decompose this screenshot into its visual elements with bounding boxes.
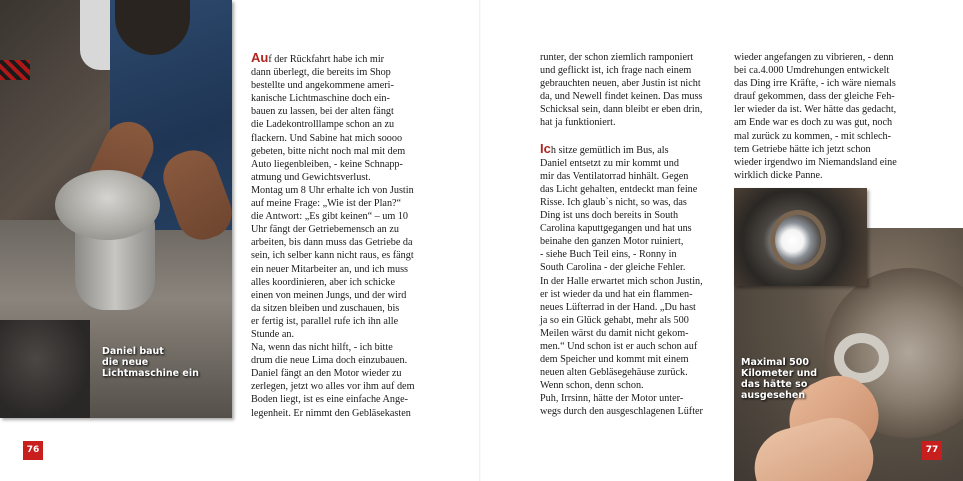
text-line: Daniel entsetzt zu mir kommt und — [540, 157, 679, 169]
text-line: Montag um 8 Uhr erhalte ich von Justin — [251, 184, 414, 196]
text-line: Puh, Irrsinn, hätte der Motor unter- — [540, 393, 684, 405]
text-line: Boden liegt, ist es eine einfache Ange- — [251, 394, 409, 406]
drop-cap: Au — [251, 50, 269, 65]
text-line: gebeten, bitte nicht noch mal mit dem — [251, 145, 406, 157]
text-line: die Antwort: „Es gibt keinen“ – um 10 — [251, 211, 409, 223]
photo-red-cable — [0, 60, 30, 80]
text-line: das Ding irre Kräfte, - ich wäre niemals — [734, 78, 896, 90]
text-line: am Ende war es doch zu was gut, noch — [734, 117, 893, 129]
text-line: Meilen wärst du damit nicht gekom- — [540, 327, 689, 339]
text-line: Risse. Ich glaub`s nicht, so was, das — [540, 196, 687, 208]
text-line: legenheit. Er nimmt den Gebläsekasten — [251, 407, 411, 419]
photo-caption-left — [102, 346, 212, 379]
photo-caption-right — [741, 357, 821, 401]
text-line: gebrauchten neuen, aber Justin ist nicht — [540, 78, 701, 90]
text-line: Stunde an. — [251, 328, 295, 340]
text-column-2 — [540, 51, 730, 419]
caption-line: Daniel baut — [102, 346, 164, 357]
photo-hole-ring — [770, 210, 826, 270]
light-hole-photo — [734, 188, 867, 286]
text-line: Auf der Rückfahrt habe ich mir — [251, 50, 385, 65]
text-line: flackern. Und Sabine hat mich soooo — [251, 132, 403, 144]
caption-line: Maximal 500 — [741, 357, 809, 368]
text-column-3 — [734, 51, 934, 182]
text-line: das Licht gehalten, entdeckt man feine — [540, 183, 698, 195]
text-line: sein, ich selber kann nicht raus, es fängt — [251, 250, 414, 262]
text-line: men.“ Und schon ist er auch schon auf — [540, 340, 698, 352]
text-line: tem Getriebe hätte ich jetzt schon — [734, 143, 871, 155]
page-number-left: 76 — [23, 441, 43, 460]
text-line: Schicksal sein, dann bleibt er eben drin, — [540, 104, 703, 116]
text-line: bestellte und angekommene ameri- — [251, 80, 394, 92]
text-line: einen von meinen Jungs, und der wird — [251, 289, 407, 301]
text-line: da, und Newell findet keinen. Das muss — [540, 91, 703, 103]
text-line: ler wieder da ist. Wer hätte das gedacht, — [734, 104, 897, 116]
text-line: er fertig ist, parallel rufe ich ihn alle — [251, 315, 399, 327]
text-line: arbeiten, bis dann muss das Getriebe da — [251, 237, 413, 249]
text-line: alles koordinieren, aber ich schicke — [251, 276, 395, 288]
paragraph-gap — [540, 130, 730, 142]
text-line: und geflickt ist, ich frage nach einem — [540, 65, 692, 77]
text-line: beinahe den ganzen Motor ruiniert, — [540, 236, 684, 248]
text-line: Carolina kaputtgegangen und hat uns — [540, 223, 692, 235]
text-line: wieder irgendwo im Niemandsland eine — [734, 156, 897, 168]
caption-line: Kilometer und — [741, 368, 818, 379]
text-line: auf meine Frage: „Wie ist der Plan?“ — [251, 198, 402, 210]
text-line: wieder angefangen zu vibrieren, - denn — [734, 52, 894, 63]
page-number-right: 77 — [922, 441, 942, 460]
text-line: Ding ist uns doch bereits in South — [540, 210, 679, 222]
text-line: dem Speicher und kommt mit einem — [540, 354, 689, 366]
text-line: Auto liegenbleiben, - keine Schnapp- — [251, 158, 403, 170]
text-line: er ist wieder da und hat ein flammen- — [540, 288, 693, 300]
text-line: dann überlegt, die bereits im Shop — [251, 67, 391, 79]
left-page — [0, 0, 481, 481]
text-line: In der Halle erwartet mich schon Justin, — [540, 275, 703, 287]
text-line: drauf gekommen, dass der gleiche Feh- — [734, 91, 895, 103]
text-line: South Carolina - der gleiche Fehler. — [540, 262, 686, 274]
text-line: Daniel fängt an den Motor wieder zu — [251, 368, 402, 380]
text-column-1 — [251, 51, 451, 420]
text-line: drum die neue Lima doch einzubauen. — [251, 355, 408, 367]
photo-engine-part — [0, 320, 90, 418]
text-line: runter, der schon ziemlich ramponiert — [540, 52, 694, 63]
text-line: wegs durch den ausgeschlagenen Lüfter — [540, 406, 703, 418]
text-line: die Ladekontrolllampe schon an zu — [251, 119, 395, 131]
text-line: mir das Ventilatorrad hinhält. Gegen — [540, 170, 689, 182]
caption-line: die neue — [102, 357, 149, 368]
text-line: neues Lüfterrad in der Hand. „Du hast — [540, 301, 696, 313]
caption-line: das hätte so — [741, 379, 808, 390]
text-line: Uhr fängt der Getriebemensch an zu — [251, 224, 399, 236]
text-line: wirklich dicke Panne. — [734, 169, 823, 181]
text-line: mal zurück zu kommen, - mit schlech- — [734, 130, 892, 142]
text-line: neuen alten Gebläsegehäuse zurück. — [540, 367, 688, 379]
text-line: Na, wenn das nicht hilft, - ich bitte — [251, 342, 393, 354]
text-line: da sitzen bleiben und zuschauen, bis — [251, 302, 400, 314]
text-line: zerlegen, jetzt wo alles vor ihm auf dem — [251, 381, 415, 393]
text-line: kanische Lichtmaschine doch ein- — [251, 93, 390, 105]
drop-cap: Ic — [540, 140, 551, 156]
caption-line: ausgesehen — [741, 390, 806, 401]
text-line: ja so ein Glück gehabt, mehr als 500 — [540, 314, 689, 326]
text-line: Ich sitze gemütlich im Bus, als — [540, 140, 669, 156]
text-line: hat ja funktioniert. — [540, 117, 616, 129]
text-line: atmung und Gewichtsverlust. — [251, 171, 371, 183]
text-line: Wenn schon, denn schon. — [540, 380, 644, 392]
caption-line: Lichtmaschine ein — [102, 368, 199, 379]
text-line: bei ca.4.000 Umdrehungen entwickelt — [734, 65, 890, 77]
photo-alternator-fan — [55, 170, 160, 240]
text-line: bauen zu lassen, bei der alten fängt — [251, 106, 394, 118]
text-line: ein neuer Mitarbeiter an, und ich muss — [251, 263, 409, 275]
text-line: - siehe Buch Teil eins, - Ronny in — [540, 249, 677, 261]
